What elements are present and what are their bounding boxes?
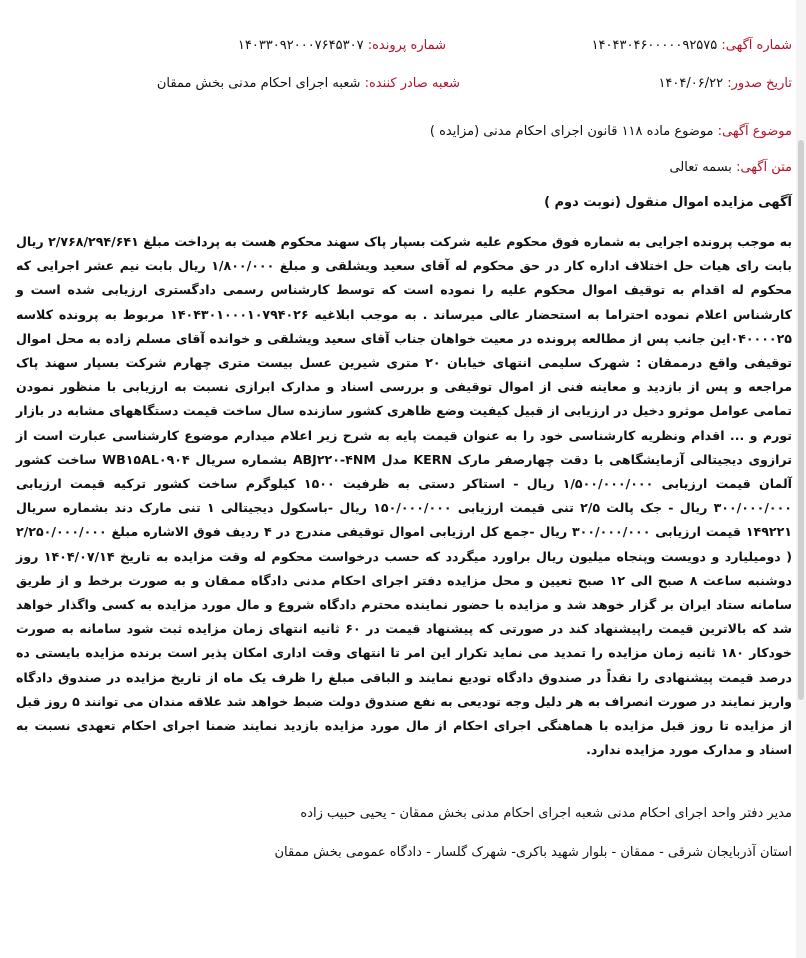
issue-date-value: ۱۴۰۴/۰۶/۲۲ (658, 76, 724, 91)
ad-number-row (592, 38, 792, 53)
scrollbar-thumb[interactable] (798, 140, 804, 700)
subject-label: موضوع آگهی: (717, 124, 792, 139)
text-header-value: بسمه تعالی (669, 160, 732, 175)
issue-date-label: تاریخ صدور: (727, 76, 792, 91)
issuer-value: شعبه اجرای احکام مدنی بخش ممقان (156, 76, 361, 91)
signature-line: مدیر دفتر واحد اجرای احکام مدنی شعبه اجرای احکام مدنی بخش ممقان - یحیی حبیب زاده (300, 806, 792, 821)
case-number-value: ۱۴۰۳۳۰۹۲۰۰۰۷۶۴۵۳۰۷ (237, 38, 364, 53)
text-header-row (669, 160, 792, 175)
ad-title: آگهی مزایده اموال منقول (نوبت دوم ) (544, 195, 792, 210)
case-number-row (238, 38, 446, 53)
ad-number-value: ۱۴۰۴۳۰۴۶۰۰۰۰۰۹۲۵۷۵ (591, 38, 718, 53)
scrollbar-track[interactable] (796, 0, 806, 958)
issue-date-row (658, 76, 792, 91)
ad-body: به موجب پرونده اجرایی به شماره فوق محکوم علیه شرکت بسپار پاک سهند محکوم هست به پرداخت مبلغ ۲/۷۶۸/۲۹۴/۶۴۱ ریال بابت رای هیات حل اختلاف اداره کار در حق محکوم له آقای سعید ویشلقی و مبلغ ۱/۸۰۰/۰۰۰ ریال بابت نیم عشر اجرایی که محکوم له اقدام به توقیف اموال محکوم علیه را نموده است که توسط کارشناس رسمی دادگستری ارزیابی شده است و کارشناس اعلام نموده احتراما به استحضار عالی میرساند . به موجب ابلاغیه ۱۴۰۴۳۰۱۰۰۰۱۰۷۹۴۰۲۶ مربوط به پرونده کلاسه ۰۴۰۰۰۰۲۵این جانب پس از مطالعه پرونده در معیت خواهان جناب آقای سعید ویشلقی و خوانده آقای مسلم زاده به محل اموال توقیفی واقع درممقان : شهرک سلیمی انتهای خیابان ۲۰ متری شیرین عسل بیست متری چهارم شرکت بسپار سهند پاک مراجعه و پس از بازدید و معاینه فنی از اموال توقیفی و بررسی اسناد و مدارک ابرازی نسبت به ارزیابی با منظور نمودن تمامی عوامل موثرو دخیل در ارزیابی از قبیل کیفیت وضع ظاهری کشور سازنده سال ساخت قیمت دستگاههای مشابه در بازار تورم و ... اقدام ونظریه کارشناسی خود را به عنوان قیمت پایه به شرح زیر اعلام میدارم موضوع کارشناسی عبارت است از ترازوی دیجیتالی آزمایشگاهی با دقت چهارصفر مارک KERN مدل ABJ۲۲۰-۴NM بشماره سریال WB۱۵AL۰۹۰۴ ساخت کشور آلمان قیمت ارزیابی ۱/۵۰۰/۰۰۰/۰۰۰ ریال - استاکر دستی به ظرفیت ۱۵۰۰ کیلوگرم ساخت کشور ترکیه قیمت ارزیابی ۳۰۰/۰۰۰/۰۰۰ ریال - جک پالت ۲/۵ تنی قیمت ارزیابی ۱۵۰/۰۰۰/۰۰۰ ریال -باسکول دیجیتالی ۱ تنی مارک دند بشماره سریال ۱۴۹۲۲۱ قیمت ارزیابی ۳۰۰/۰۰۰/۰۰۰ ریال -جمع کل ارزیابی اموال توقیفی مندرج در ۴ ردیف فوق الاشاره مبلغ ۲/۲۵۰/۰۰۰/۰۰۰ ( دومیلیارد و دویست وپنجاه میلیون ریال براورد میگردد که حسب درخواست محکوم له وقت مزایده به تاریخ ۱۴۰۴/۰۷/۱۴ روز دوشنبه ساعت ۸ صبح الی ۱۲ صبح تعیین و محل مزایده دفتر اجرای احکام مدنی دادگاه ممقان و به صورت برخط و از طریق سامانه ستاد ایران بر گزار خوهد شد و مزایده با حضور نماینده محترم دادگاه شروع و مال مورد مزایده به کسی واگذار خواهد شد که بالاترین قیمت راپیشنهاد کند در صورتی که پیشنهاد قیمت در ۶۰ ثانیه انتهای زمان مزایده ثبت شود سامانه به صورت خودکار ۱۸۰ ثانیه زمان مزایده را تمدید می نماید تکرار این امر تا انتهای وقت اداری امکان پذیر است برنده مزایده بایستی ده درصد قیمت پیشنهادی را نقداً در صندوق دادگاه تودیع نمایند و الباقی مبلغ را ظرف یک ماه از تاریخ مزایده در صندوق دادگاه واریز نمایند در صورت انصراف به هر دلیل وجه تودیعی به نفع صندوق دولت ضبط خواهد شد علاقه مندان می توانند ۵ روز قبل از مزایده تا روز قبل مزایده با هماهنگی اجرای احکام از مال مورد مزایده بازدید نمایند ضمنا اجرای احکام تعهدی نسبت به اسناد و مدارک مورد مزایده ندارد. (16, 234, 792, 758)
subject-row (430, 124, 792, 139)
address-line: استان آذربایجان شرقی - ممقان - بلوار شهید باکری- شهرک گلسار - دادگاه عمومی بخش ممقان (274, 845, 792, 860)
ad-number-label: شماره آگهی: (721, 38, 792, 53)
text-header-label: متن آگهی: (736, 160, 792, 175)
issuer-row (157, 76, 460, 91)
issuer-label: شعبه صادر کننده: (364, 76, 460, 91)
case-number-label: شماره پرونده: (367, 38, 446, 53)
subject-value: موضوع ماده ۱۱۸ قانون اجرای احکام مدنی (مزایده ) (429, 124, 714, 139)
